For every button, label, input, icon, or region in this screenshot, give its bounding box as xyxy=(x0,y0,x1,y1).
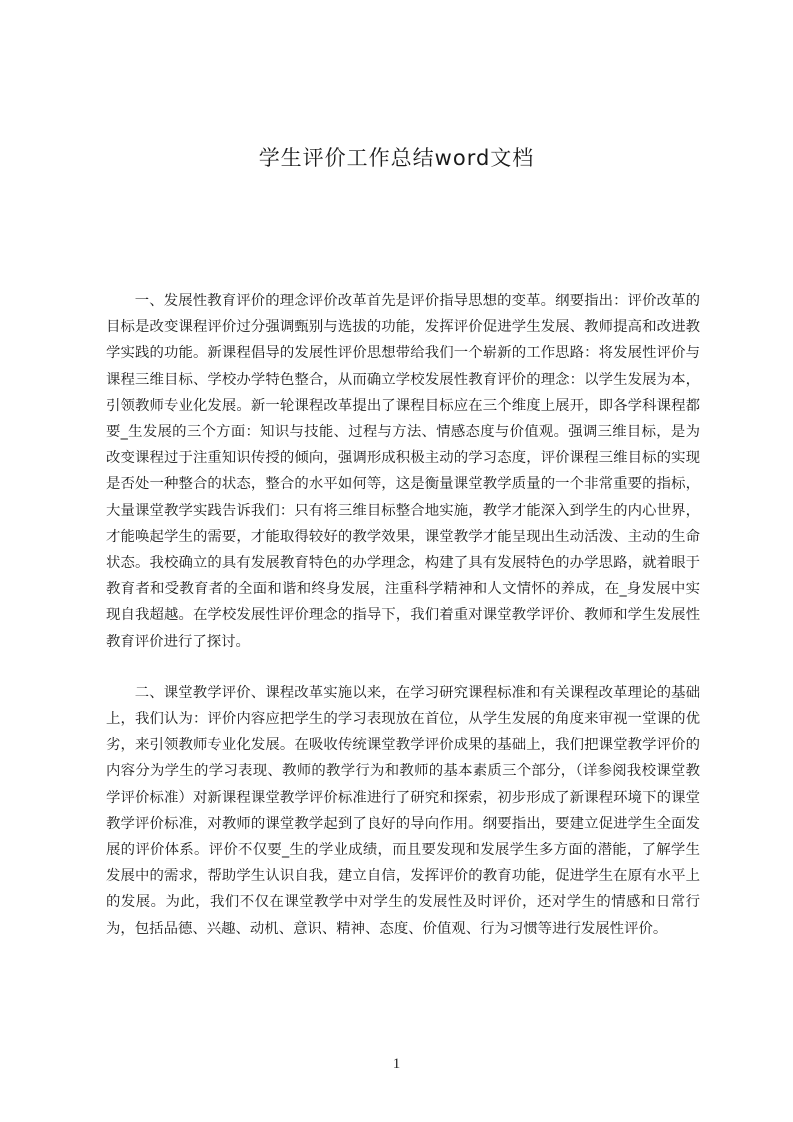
document-title: 学生评价工作总结word文档 xyxy=(258,146,535,170)
page-number: 1 xyxy=(392,1056,401,1072)
paragraph-2: 二、课堂教学评价、课程改革实施以来，在学习研究课程标准和有关课程改革理论的基础上，我们认为：评价内容应把学生的学习表现放在首位，从学生发展的角度来审视一堂课的优劣，来引领教师专业化发展。在吸收传统课堂教学评价成果的基础上，我们把课堂教学评价的内容分为学生的学习表现、教师的教学行为和教师的基本素质三个部分，（详参阅我校课堂教学评价标准）对新课程课堂教学评价标准进行了研究和探索，初步形成了新课程环境下的课堂教学评价标准，对教师的课堂教学起到了良好的导向作用。纲要指出，要建立促进学生全面发展的评价体系。评价不仅要_生的学业成绩，而且要发现和发展学生多方面的潜能，了解学生发展中的需求，帮助学生认识自我，建立自信，发挥评价的教育功能，促进学生在原有水平上的发展。为此，我们不仅在课堂教学中对学生的发展性及时评价，还对学生的情感和日常行为，包括品德、兴趣、动机、意识、精神、态度、价值观、行为习惯等进行发展性评价。 xyxy=(106,684,700,937)
paragraph-1: 一、发展性教育评价的理念评价改革首先是评价指导思想的变革。纲要指出：评价改革的目标是改变课程评价过分强调甄别与选拔的功能，发挥评价促进学生发展、教师提高和改进教学实践的功能。新课程倡导的发展性评价思想带给我们一个崭新的工作思路：将发展性评价与课程三维目标、学校办学特色整合，从而确立学校发展性教育评价的理念：以学生发展为本，引领教师专业化发展。新一轮课程改革提出了课程目标应在三个维度上展开，即各学科课程都要_生发展的三个方面：知识与技能、过程与方法、情感态度与价值观。强调三维目标，是为改变课程过于注重知识传授的倾向，强调形成积极主动的学习态度，评价课程三维目标的实现是否处一种整合的状态，整合的水平如何等，这是衡量课堂教学质量的一个非常重要的指标，大量课堂教学实践告诉我们：只有将三维目标整合地实施，教学才能深入到学生的内心世界，才能唤起学生的需要，才能取得较好的教学效果，课堂教学才能呈现出生动活泼、主动的生命状态。我校确立的具有发展教育特色的办学理念，构建了具有发展特色的办学思路，就着眼于教育者和受教育者的全面和谐和终身发展，注重科学精神和人文情怀的养成，在_身发展中实现自我超越。在学校发展性评价理念的指导下，我们着重对课堂教学评价、教师和学生发展性教育评价进行了探讨。 xyxy=(106,293,700,650)
document-body xyxy=(106,288,700,942)
